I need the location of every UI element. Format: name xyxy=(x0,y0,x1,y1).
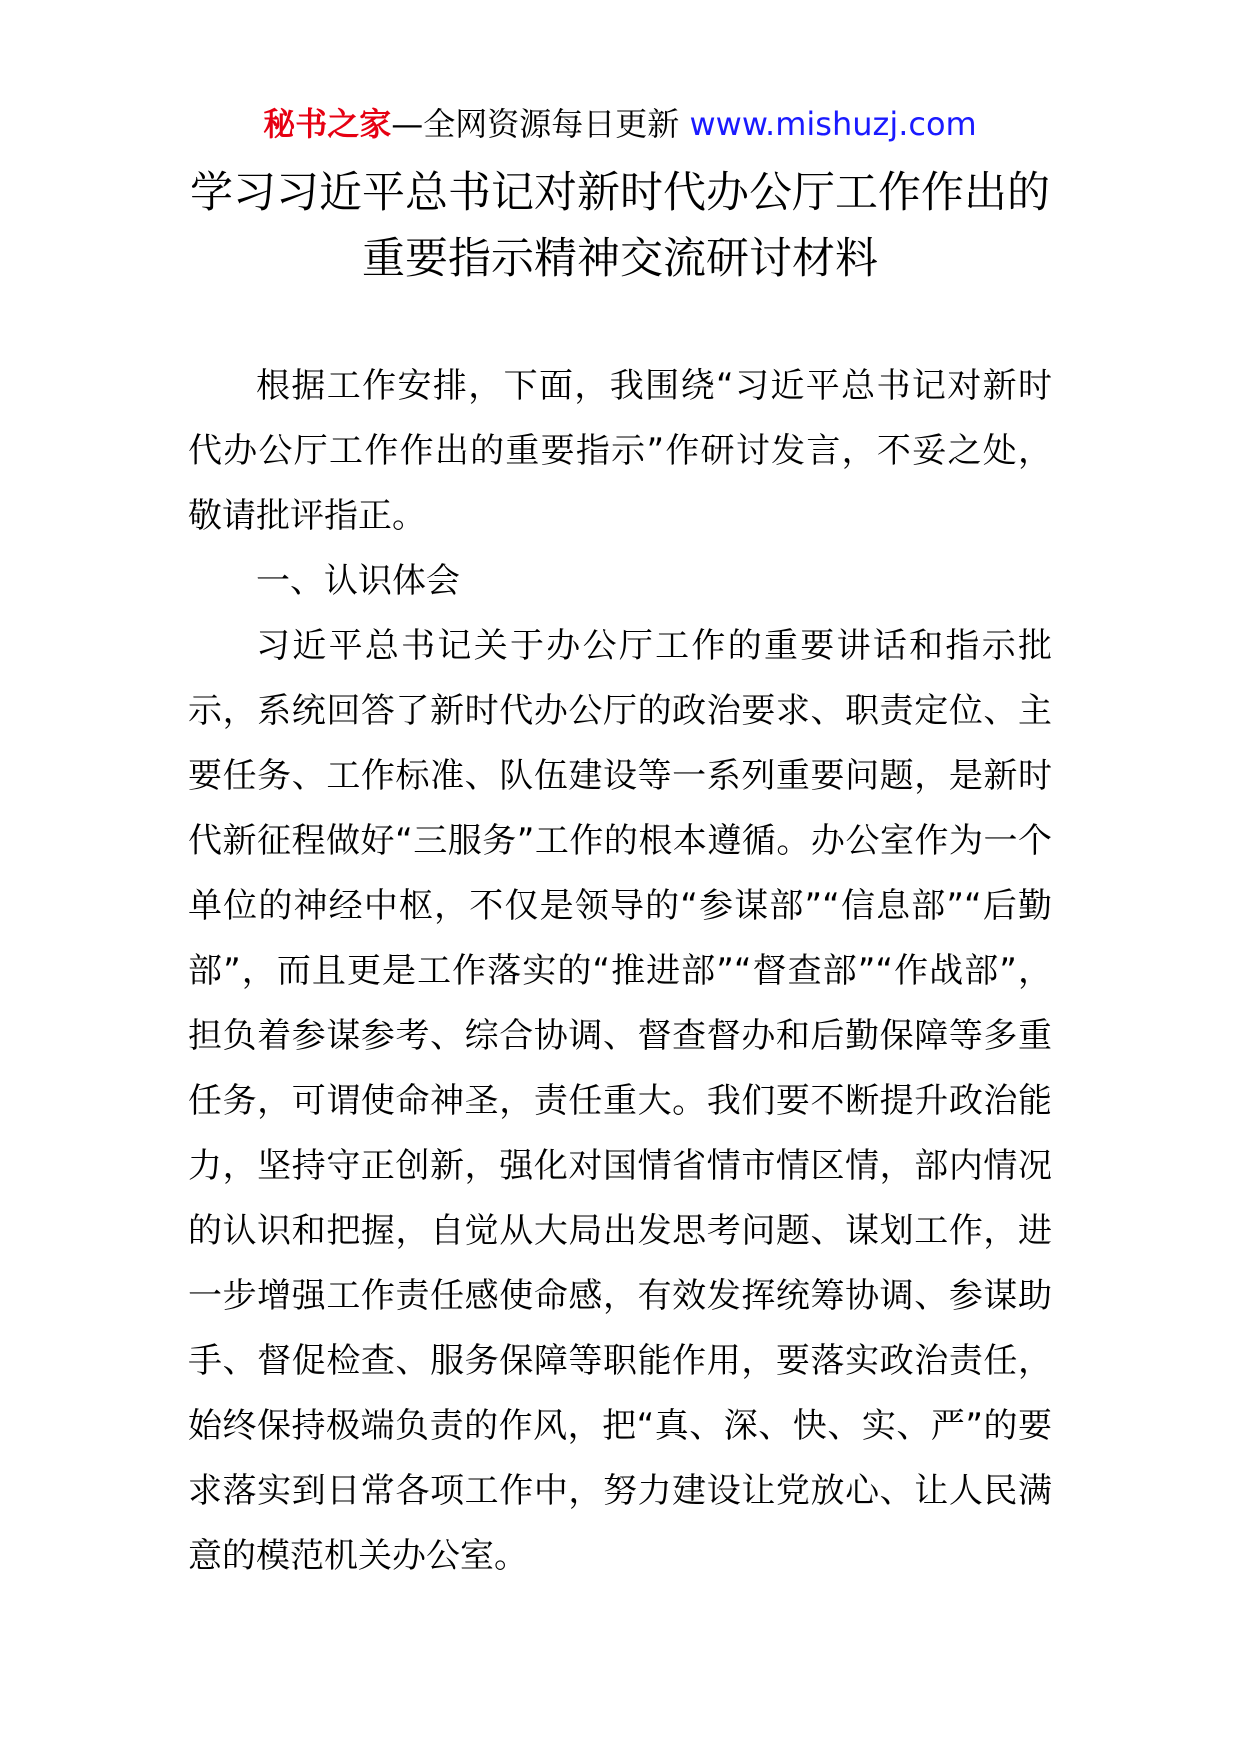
document-body xyxy=(188,354,1052,1589)
body-paragraph: 习近平总书记关于办公厅工作的重要讲话和指示批示，系统回答了新时代办公厅的政治要求、职责定位、主要任务、工作标准、队伍建设等一系列重要问题，是新时代新征程做好“三服务”工作的根本遵循。办公室作为一个单位的神经中枢，不仅是领导的“参谋部”“信息部”“后勤部”，而且更是工作落实的“推进部”“督查部”“作战部”，担负着参谋参考、综合协调、督查督办和后勤保障等多重任务，可谓使命神圣，责任重大。我们要不断提升政治能力，坚持守正创新，强化对国情省情市情区情，部内情况的认识和把握，自觉从大局出发思考问题、谋划工作，进一步增强工作责任感使命感，有效发挥统筹协调、参谋助手、督促检查、服务保障等职能作用，要落实政治责任，始终保持极端负责的作风，把“真、深、快、实、严”的要求落实到日常各项工作中，努力建设让党放心、让人民满意的模范机关办公室。 xyxy=(188,626,1052,1576)
header-tagline: —全网资源每日更新 xyxy=(391,105,680,143)
section-heading: 一、认识体会 xyxy=(256,561,460,601)
title-line-1: 学习习近平总书记对新时代办公厅工作作出的 xyxy=(190,168,1050,218)
document-title xyxy=(0,160,1240,292)
site-url: www.mishuzj.com xyxy=(689,105,977,143)
intro-paragraph: 根据工作安排，下面，我围绕“习近平总书记对新时代办公厅工作作出的重要指示”作研讨发言，不妥之处，敬请批评指正。 xyxy=(188,366,1052,536)
site-header xyxy=(0,100,1240,148)
title-line-2: 重要指示精神交流研讨材料 xyxy=(362,234,878,284)
brand-name: 秘书之家 xyxy=(263,105,392,143)
